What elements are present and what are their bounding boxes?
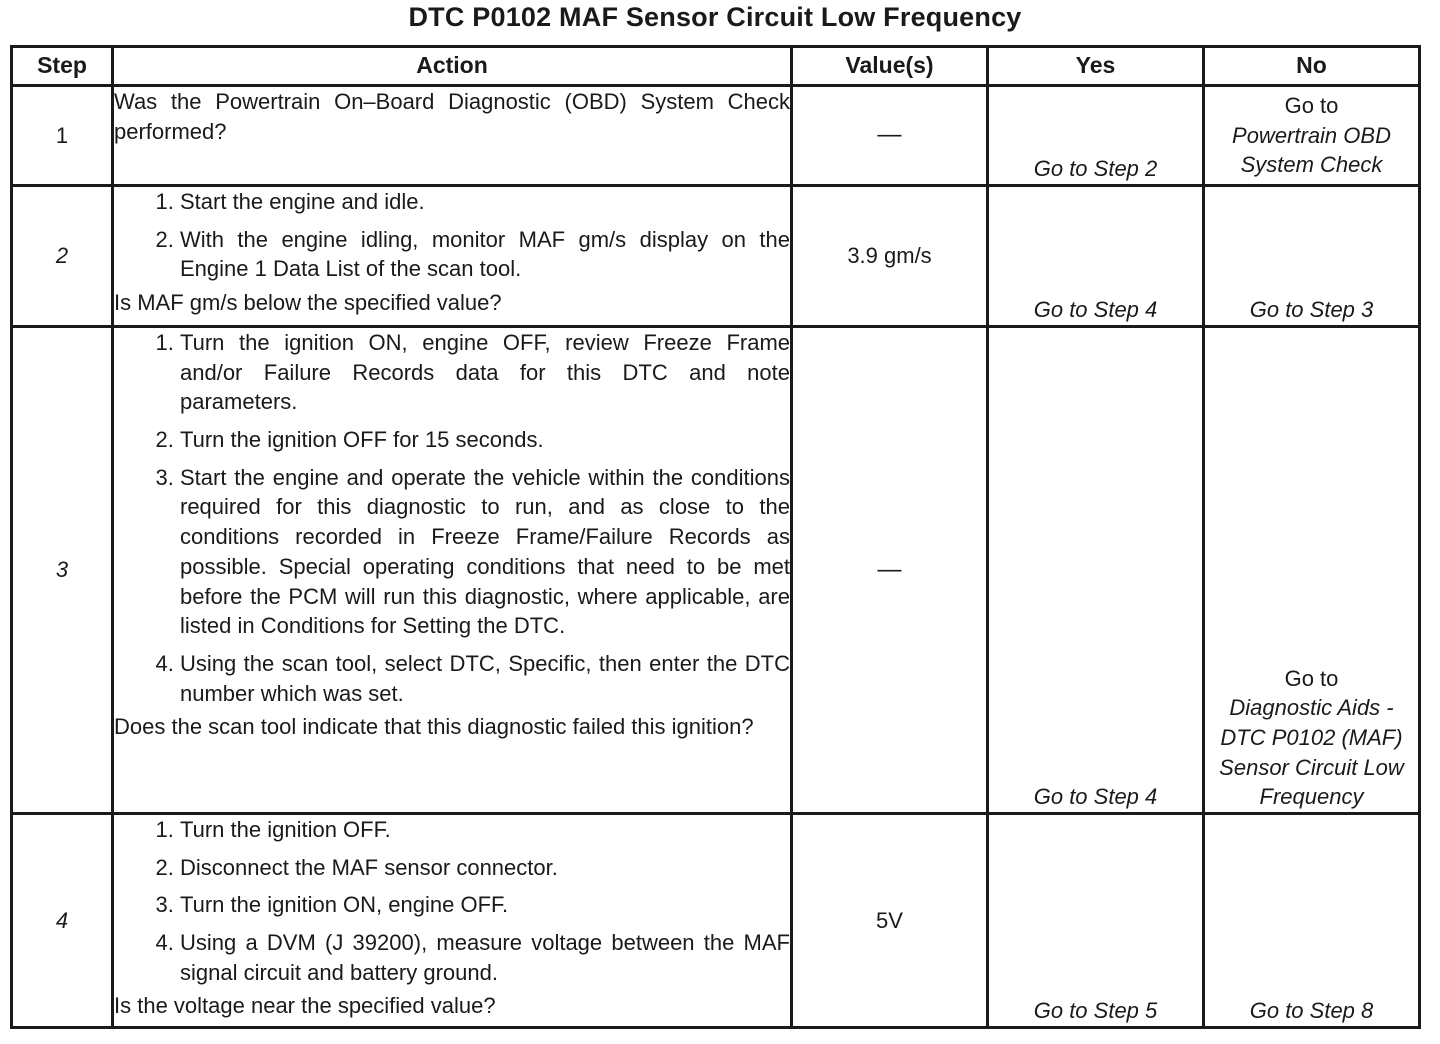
no-cell — [1204, 327, 1420, 814]
list-item: 3. Start the engine and operate the vehicle within the conditions required for this diagnostic to run, and as close to the conditions recorded in Freeze Frame/Failure Records as possible. Special operating conditions that need to be met before the PCM will run this diagnostic, where applicable, are listed in Conditions for Setting the DTC. — [180, 463, 790, 641]
list-item: 2. With the engine idling, monitor MAF gm/s display on the Engine 1 Data List of the scan tool. — [180, 225, 790, 284]
page-title: DTC P0102 MAF Sensor Circuit Low Frequency — [408, 2, 1022, 32]
table-row-step-2 — [12, 186, 1420, 327]
table-row-step-1 — [12, 86, 1420, 186]
goto-link[interactable]: Go to Step 4 — [1033, 784, 1158, 810]
list-item: 4. Using the scan tool, select DTC, Specific, then enter the DTC number which was set. — [180, 649, 790, 708]
list-item: 4. Using a DVM (J 39200), measure voltage between the MAF signal circuit and battery ground. — [180, 928, 790, 987]
action-cell — [113, 814, 792, 1028]
goto-link[interactable]: Go to Step 3 — [1249, 297, 1374, 323]
list-item: 3. Turn the ignition ON, engine OFF. — [180, 890, 790, 920]
header-step: Step — [12, 47, 113, 86]
table-row-step-3 — [12, 327, 1420, 814]
goto-link[interactable]: Go to Step 2 — [1033, 156, 1158, 182]
header-yes: Yes — [988, 47, 1204, 86]
header-row — [12, 47, 1420, 86]
header-values: Value(s) — [792, 47, 988, 86]
question-text: Is the voltage near the specified value? — [114, 993, 496, 1019]
action-list — [114, 187, 790, 284]
goto-link[interactable]: Diagnostic Aids - DTC P0102 (MAF) Sensor Circuit Low Frequency — [1219, 695, 1404, 810]
action-list — [114, 328, 790, 708]
question-text: Is MAF gm/s below the specified value? — [114, 290, 502, 316]
step-number: 1 — [12, 86, 113, 186]
step-number: 3 — [12, 327, 113, 814]
header-no: No — [1204, 47, 1420, 86]
goto-prefix: Go to — [1284, 92, 1339, 118]
value-cell: — — [792, 327, 988, 814]
diagnostic-table — [10, 45, 1421, 1029]
goto-link[interactable]: Go to Step 8 — [1249, 998, 1374, 1024]
value-cell: — — [792, 86, 988, 186]
list-item: 2. Disconnect the MAF sensor connector. — [180, 853, 790, 883]
list-item: 1. Turn the ignition OFF. — [180, 815, 790, 845]
goto-link[interactable]: Go to Step 5 — [1033, 998, 1158, 1024]
no-cell — [1204, 814, 1420, 1028]
table-row-step-4 — [12, 814, 1420, 1028]
step-number: 2 — [12, 186, 113, 327]
question-text: Does the scan tool indicate that this diagnostic failed this ignition? — [114, 714, 754, 740]
no-cell — [1204, 186, 1420, 327]
question-text: Was the Powertrain On–Board Diagnostic (OBD) System Check performed? — [114, 89, 790, 144]
no-cell — [1204, 86, 1420, 186]
list-item: 1. Turn the ignition ON, engine OFF, review Freeze Frame and/or Failure Records data for this DTC and note parameters. — [180, 328, 790, 417]
action-cell — [113, 327, 792, 814]
action-list — [114, 815, 790, 987]
list-item: 2. Turn the ignition OFF for 15 seconds. — [180, 425, 790, 455]
value-cell: 3.9 gm/s — [792, 186, 988, 327]
action-cell — [113, 86, 792, 186]
value-cell: 5V — [792, 814, 988, 1028]
yes-cell — [988, 86, 1204, 186]
goto-prefix: Go to — [1284, 665, 1339, 691]
list-item: 1. Start the engine and idle. — [180, 187, 790, 217]
action-cell — [113, 186, 792, 327]
step-number: 4 — [12, 814, 113, 1028]
yes-cell — [988, 327, 1204, 814]
yes-cell — [988, 186, 1204, 327]
goto-link[interactable]: Powertrain OBD System Check — [1232, 122, 1391, 178]
header-action: Action — [113, 47, 792, 86]
yes-cell — [988, 814, 1204, 1028]
goto-link[interactable]: Go to Step 4 — [1033, 297, 1158, 323]
